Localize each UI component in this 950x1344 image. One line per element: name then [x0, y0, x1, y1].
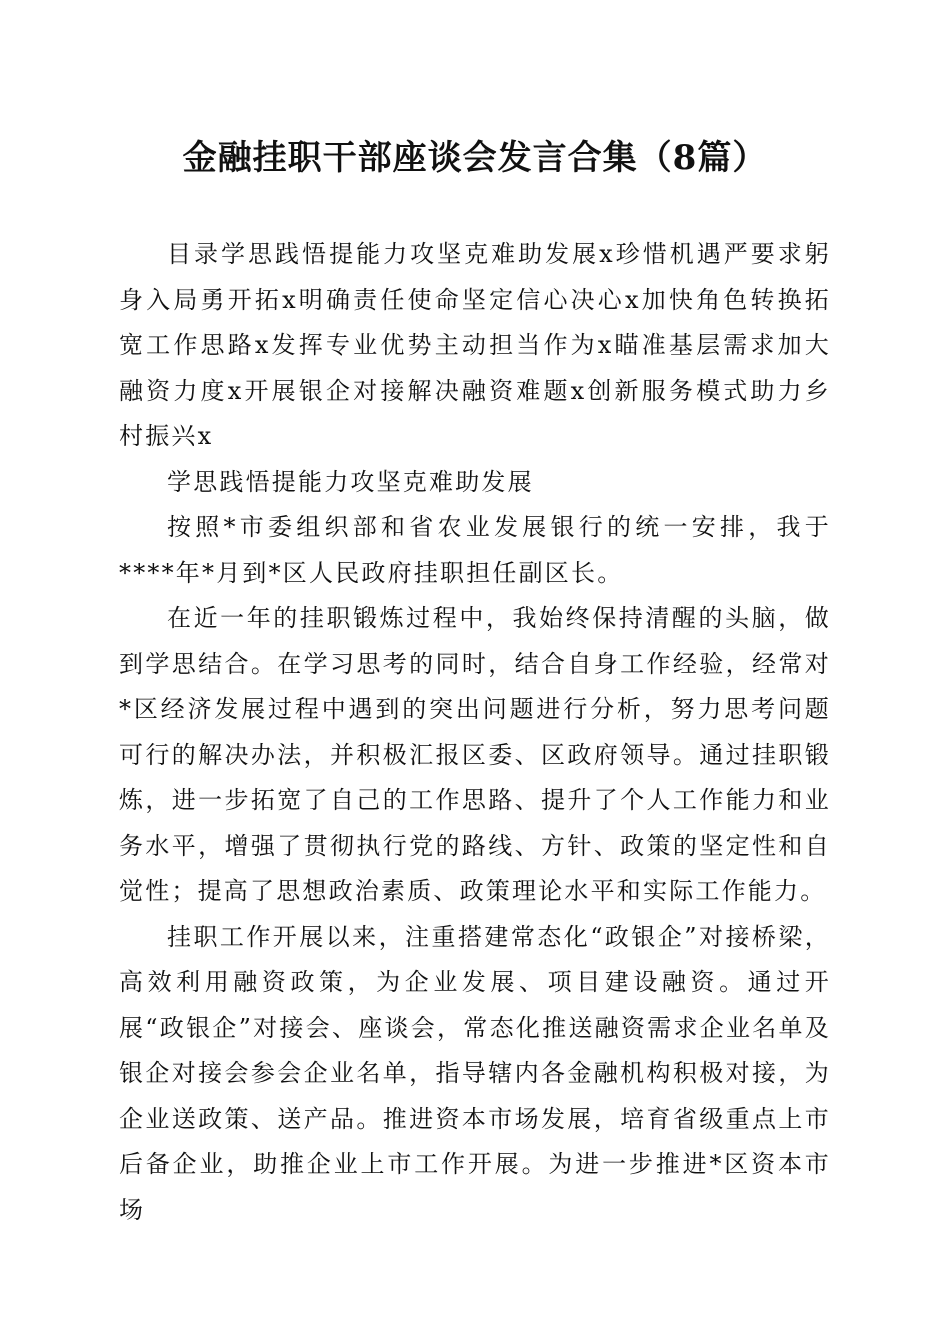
document-body: [119, 232, 831, 1233]
body-paragraph: 按照*市委组织部和省农业发展银行的统一安排，我于****年*月到*区人民政府挂职担任副区长。: [119, 513, 831, 587]
document-title: 金融挂职干部座谈会发言合集（8篇）: [182, 138, 768, 178]
body-paragraph: 挂职工作开展以来，注重搭建常态化“政银企”对接桥梁，高效利用融资政策，为企业发展、项目建设融资。通过开展“政银企”对接会、座谈会，常态化推送融资需求企业名单及银企对接会参会企业名单，指导辖内各金融机构积极对接，为企业送政策、送产品。推进资本市场发展，培育省级重点上市后备企业，助推企业上市工作开展。为进一步推进*区资本市场: [119, 922, 831, 1224]
table-of-contents-paragraph: 目录学思践悟提能力攻坚克难助发展x珍惜机遇严要求躬身入局勇开拓x明确责任使命坚定信心决心x加快角色转换拓宽工作思路x发挥专业优势主动担当作为x瞄准基层需求加大融资力度x开展银企对接解决融资难题x创新服务模式助力乡村振兴x: [119, 240, 831, 450]
section-heading: 学思践悟提能力攻坚克难助发展: [167, 467, 534, 496]
body-paragraph: 在近一年的挂职锻炼过程中，我始终保持清醒的头脑，做到学思结合。在学习思考的同时，结合自身工作经验，经常对*区经济发展过程中遇到的突出问题进行分析，努力思考问题可行的解决办法，并积极汇报区委、区政府领导。通过挂职锻炼，进一步拓宽了自己的工作思路、提升了个人工作能力和业务水平，增强了贯彻执行党的路线、方针、政策的坚定性和自觉性；提高了思想政治素质、政策理论水平和实际工作能力。: [119, 604, 831, 905]
